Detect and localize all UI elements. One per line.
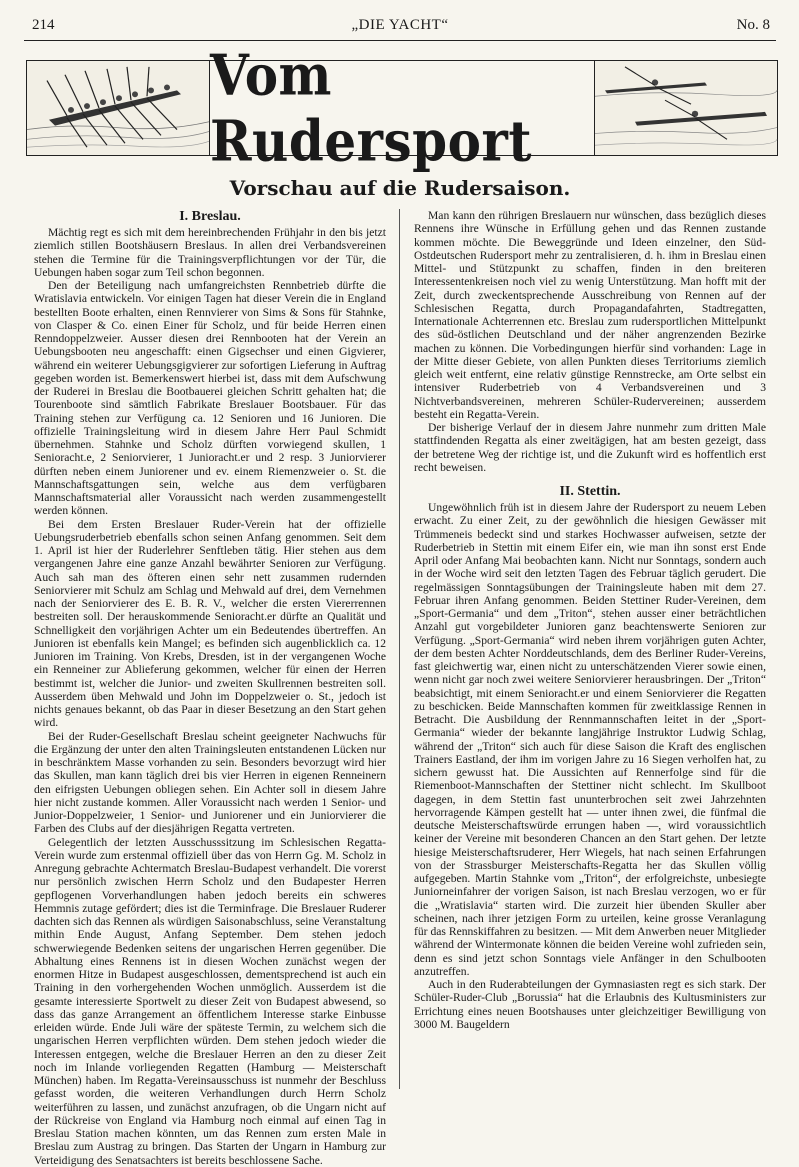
section-heading-breslau: I. Breslau.: [179, 209, 241, 224]
paragraph: Man kann den rührigen Breslauern nur wünschen, dass bezüglich dieses Rennens ihre Wünsche in Erfüllung gehen und das Rennen zustande kommen möchte. Die Beweggründe und Ideen einzelner, den Süd-Ostdeutschen Rudersport mehr zu zentralisieren, d. h. ihm in Breslau einen Mittel- und Stützpunkt zu schaffen, finden in den breiteren Interessentenkreisen noch viel zu wenig Unterstützung. Man hofft mit der Zeit, durch zweckentsprechende Ausschreibung von Rennen auf der Schlesischen Regatta, durch Propagandafahrten, Stadtregatten, Internationale Achterrennen etc. Breslau zum rudersportlichen Mittelpunkt des süd-östlichen Deutschland und der näher angrenzenden Bezirke machen zu können. Die Vorbedingungen hierfür sind vorhanden: Lage in der Mitte dieser Gebiete, von allen Punkten dieses Territoriums ziemlich gleich weit entfernt, eine relativ günstige Rennstrecke, am Orte selbst ein intensiver Ruderbetrieb von 4 Verbandsvereinen und 3 Nichtverbandsvereinen, mehreren Schüler-Rudervereinen; ausserdem besteht ein Regatta-Verein.: [414, 209, 766, 421]
single-sculls-illustration: [595, 61, 777, 155]
banner-title: Vom Rudersport: [210, 41, 532, 175]
header-rule: [24, 40, 776, 41]
left-column: [34, 209, 386, 1167]
paragraph: Bei dem Ersten Breslauer Ruder-Verein hat der offizielle Uebungsruderbetrieb ebenfalls schon seinen Anfang genommen. Seit dem 1. April ist hier der Ruderlehrer Senftleben tätig. Hier stehen aus dem vergangenen Jahre eine ganze Anzahl bewährter Senioren zur Verfügung. Auch sah man des öfteren einen sehr nett zusammen rudernden Seniorvierer mit Schulz am Schlag und Mehwald auf drei, dem Vernehmen nach der Seniorvierer des E. B. R. V., welcher die ersten Viererrennen bestreiten soll. Der herauskommende Senioracht.er dürfte an Qualität und Schnelligkeit den vorjährigen Achter um ein Bedeutendes übertreffen. An Junioren ist ebenfalls kein Mangel; es befinden sich augenblicklich ca. 12 Junioren im Training. Von Krebs, Dresden, ist in der vergangenen Woche ein Renneiner zur Ablieferung gekommen, welcher für einen der Herren bestimmt ist, welcher die Junior- und zweiten Skullrennen bestreiten soll. Ausserdem üben Mehwald und John im Doppelzweier o. St., jedoch ist nichts genaues bekannt, ob das Paar in dieser Besetzung an den Start gehen wird.: [34, 517, 386, 730]
article-body: [34, 209, 769, 1167]
magazine-page: [24, 14, 776, 1167]
page-number: 214: [32, 17, 55, 33]
paragraph: Mächtig regt es sich mit dem hereinbrechenden Frühjahr in den bis jetzt ziemlich stillen Bootshäusern Breslaus. In allen drei Verbandsvereinen stehen die Termine für die Trainingsverpflichtungen vor der Tür, die Uebungen haben sogar zum Teil schon begonnen.: [34, 226, 386, 279]
column-divider: [399, 209, 400, 1089]
paragraph: Der bisherige Verlauf der in diesem Jahre nunmehr zum dritten Male stattfindenden Regatta als einer zweitägigen, hat am besten gezeigt, dass der betretene Weg der richtige ist, und die Zukunft wird es hoffentlich erst recht beweisen.: [414, 421, 766, 474]
journal-title: „DIE YACHT“: [351, 17, 449, 33]
paragraph: Gelegentlich der letzten Ausschusssitzung im Schlesischen Regatta-Verein wurde zum erstenmal offiziell über das von Herrn Gg. M. Scholz in Anregung gebrachte Achtermatch Breslau-Budapest verhandelt. Die vorerst nur persönlich zwischen Herrn Scholz und den Budapester Herren gepflogenen Vorverhandlungen haben jedoch bereits ein schweres Hemmnis zutage gefördert; dies ist die Terminfrage. Die Breslauer Ruderer dachten sich das Rennen als würdigen Saisonabschluss, seine Veranstaltung mithin Ende August, Anfang September. Dem stehen jedoch schwerwiegende Bedenken seitens der ungarischen Herren gegenüber. Die Abhaltung eines Rennens ist in diesen Wochen zunächst wegen der enormen Hitze in Budapest ausgeschlossen, dementsprechend ist auch ein Training in den vorhergehenden Wochen unmöglich. Ausserdem ist die gesamte interessierte Sportwelt zu dieser Zeit von Budapest abwesend, so dass das ganze Arrangement an öffentlichem Interesse starke Einbusse erleiden würde. Ende Juli wäre der späteste Termin, zu welchem sich die ungarischen Herren verpflichten würden. Dem stehen jedoch wieder die Interessen entgegen, welche die Breslauer Herren an den zu dieser Zeit noch im Inlande vorliegenden Regatten (Hamburg — Meisterschaft München) haben. Im Regatta-Vereinsausschuss ist nunmehr der Beschluss gefasst worden, die weiteren Verhandlungen durch Herrn Scholz weiterführen zu lassen, und zunächst anzufragen, ob die Ungarn nicht auf der Rückreise von England via Hamburg noch einmal auf einen Tag in Breslau Station machen könnten, um das Rennen zum ersten Male in Breslau zum Austrag zu bringen. Das Starten der Ungarn in Hamburg zur Verteidigung des Senatsachters ist bereits beschlossene Sache.: [34, 835, 386, 1167]
article-title: Vorschau auf die Rudersaison.: [229, 176, 571, 200]
paragraph: Den der Beteiligung nach umfangreichsten Rennbetrieb dürfte die Wratislavia entwickeln. Vor einigen Tagen hat dieser Verein die in England bestellten Boote erhalten, einen Rennvierer von Sims & Sons für Stahnke, von Clasper & Co. einen Einer für Scholz, und für beide Herren einen Renndoppelzweier. Ausser diesen drei Rennbooten hat der Verein an Uebungsbooten neu angeschafft: einen Gigsechser und einen Gigvierer, während ein weiterer Uebungsgigvierer zur sofortigen Lieferung in Auftrag gegeben worden ist. Bemerkenswert hierbei ist, dass mit dem Aufschwung der Ruderei in Breslau die Bootbauerei gleichen Schritt gehalten hat; die Tourenboote sind sämtlich Fabrikate Breslauer Bootsbauer. Für das Training stehen zur Verfügung ca. 12 Senioren und 16 Junioren. Die offizielle Trainingsleitung wird in diesem Jahre Herr Paul Schmidt übernehmen. Stahnke und Scholz dürften vorwiegend skullen, 1 Senioracht.e, 2 Seniorvierer, 1 Junioracht.er und 2 resp. 3 Juniorvierer dürften neben einem Juniorener und ev. einem Riemenzweier o. St. die Mannschaftsgattungen sein, welche aus dem verfügbaren Mannschaftsmaterial aller Voraussicht nach werden zusammengestellt werden können.: [34, 279, 386, 518]
banner-title-panel: [209, 41, 595, 175]
section-spacer: [414, 474, 766, 484]
section-heading-stettin: II. Stettin.: [559, 484, 621, 499]
section-banner: [26, 41, 778, 175]
paragraph: Bei der Ruder-Gesellschaft Breslau scheint geeigneter Nachwuchs für die Ergänzung der unter den alten Trainingsleuten entstandenen Lücken nur in beschränktem Masse vorhanden zu sein. Besonders bevorzugt wird hier das Skullen, man kann täglich drei bis vier Herren in eigenen Renneinern den eifrigsten Uebungen obliegen sehen. Ein Achter soll in diesem Jahre hier nicht zustande kommen. Aller Voraussicht nach werden 1 Senior- und Junior-Doppelzweier, 1 Senior- und Juniorener und ein Juniorvierer die Farben des Clubs auf der diesjährigen Regatta vertreten.: [34, 729, 386, 836]
issue-number: No. 8: [736, 17, 770, 33]
paragraph: Auch in den Ruderabteilungen der Gymnasiasten regt es sich stark. Der Schüler-Ruder-Club „Borussia“ hat die Erlaubnis des Kultusministers zur Errichtung eines neuen Bootshauses unter gleichzeitiger Bewilligung von 3000 M. Baugeldern: [414, 978, 766, 1031]
rowing-eight-illustration: [27, 61, 209, 155]
paragraph: Ungewöhnlich früh ist in diesem Jahre der Rudersport zu neuem Leben erwacht. Zu einer Zeit, zu der gewöhnlich die hiesigen Gewässer mit Trümmeneis bedeckt sind und starkes Hochwasser aufweisen, setzte der Ruderbetrieb in Stettin mit einem Eifer ein, wie man ihn sonst erst Ende April oder Anfang Mai beobachten kann. Nicht nur Sonntags, sondern auch in der Woche wird seit den letzten Tagen des Februar täglich gerudert. Die regelmässigen Sonntagsübungen der Trainingsleute haben mit dem 27. Februar ihren Anfang genommen. Beiden Stettiner Ruder-Vereinen, dem „Sport-Germania“ und dem „Triton“, stehen ausser einer beträchtlichen Anzahl gut vorgebildeter Junioren ganz beachtenswerte Senioren zur Verfügung. „Sport-Germania“ wird neben ihrem vorjährigen guten Achter, der dem besten Achter Norddeutschlands, dem des Berliner Ruder-Vereins, fast gleichwertig war, einen nicht zu unterschätzenden Vierer sowie einen, wenn nicht gar noch zwei weitere Seniorvierer herausbringen. Der „Triton“ beabsichtigt, mit einem Senioracht.er und einem Seniorvierer die Regatten zu beschicken. Beide Mannschaften kommen für zweitklassige Rennen in Betracht. Die Ausbildung der Rennmannschaften leitet in der „Sport-Germania“ wieder der bekannte langjährige Instruktor Ludwig Schlag, während der „Triton“ sich auch für diese Saison die Kraft des englischen Trainers Eastland, der ihm im vorigen Jahre zu 16 Siegen verholfen hat, zu sichern gewusst hat. Die Aussichten auf Rennerfolge sind für die Riemenboot-Mannschaften der Stettiner nicht schlecht. Im Skullboot dagegen, in dem Stettin fast ununterbrochen seit zwei Jahrzehnten hervorragende Kämpen gestellt hat — unter ihnen zwei, die fünfmal die deutsche Meisterschaftswürde errungen haben —, wird voraussichtlich keiner der Vereine mit besonderen Chancen an den Start gehen. Der letzte hiesige Meisterschaftsruderer, Herr Wiegels, hat nach seinen Erfahrungen von der Strassburger Meisterschafts-Regatta her das Skullen völlig aufgegeben. Martin Stahnke vom „Triton“, der erfolgreichste, unbesiegte Juniorneinfahrer der vorigen Saison, ist nach Breslau verzogen, wo er für die „Wratislavia“ starten wird. Die zurzeit hier übenden Skuller aber scheinen, nach ihrer jetzigen Form zu urteilen, keine grosse Veranlagung für das Rennskiffahren zu besitzen. — Mit dem Anwerben neuer Mitglieder während der Wintermonate können die beiden Vereine wohl zufrieden sein, denn es sind jetzt schon Sonntags viele Anfänger in den Schulbooten anzutreffen.: [414, 501, 766, 978]
right-column: [414, 209, 766, 1031]
